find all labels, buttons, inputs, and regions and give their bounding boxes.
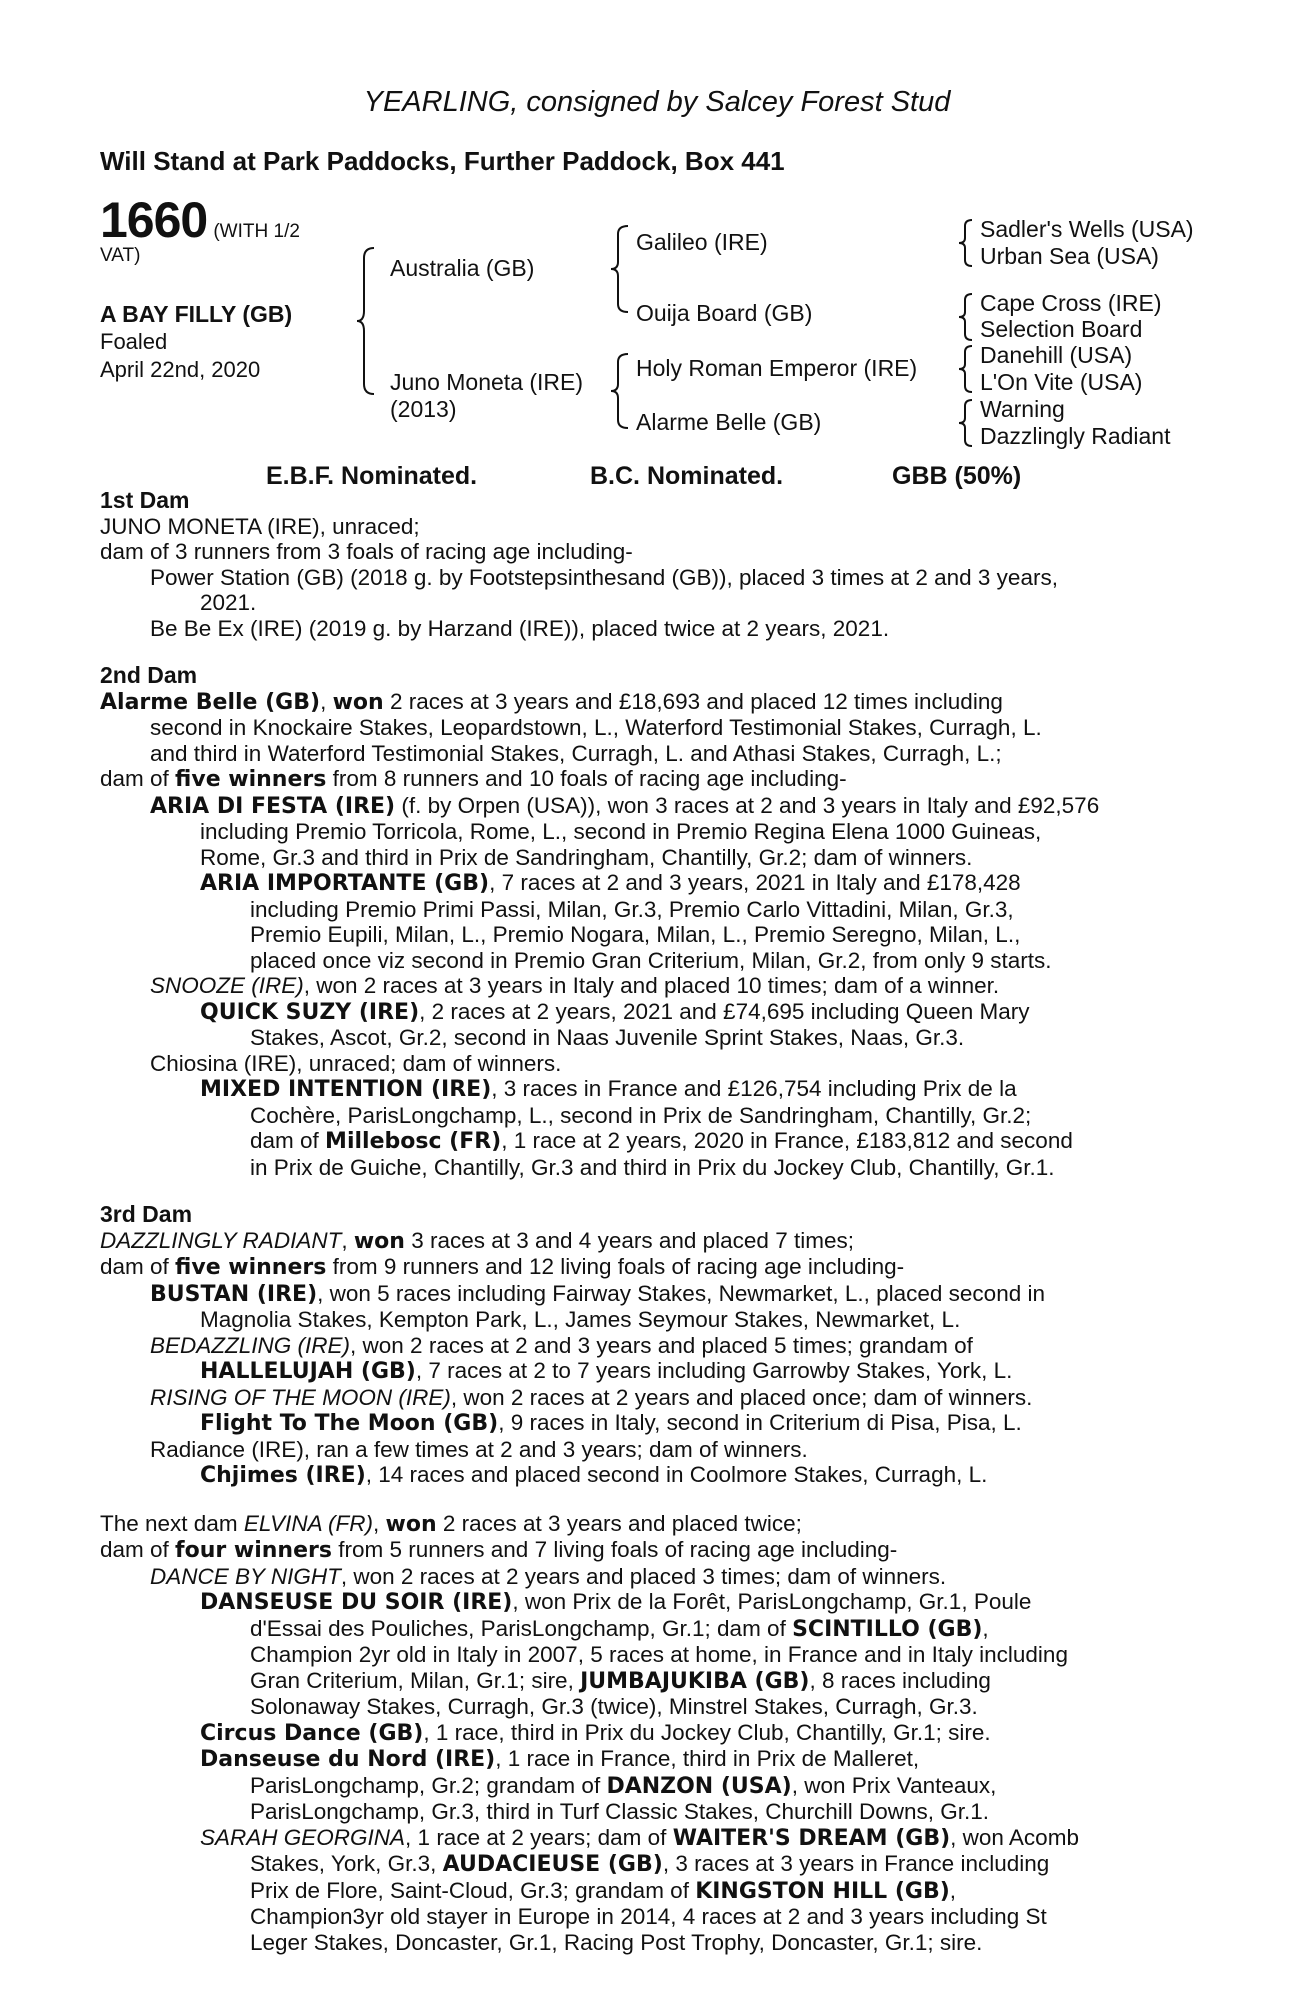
pedigree-dsd: L'On Vite (USA) bbox=[980, 369, 1143, 395]
first-dam-line: Be Be Ex (IRE) (2019 g. by Harzand (IRE)), placed twice at 2 years, 2021. bbox=[150, 615, 890, 641]
text: Stakes, York, Gr.3, bbox=[250, 1851, 443, 1876]
race-record: , won 2 races at 2 and 3 years and placed 5 times; grandam of bbox=[350, 1332, 973, 1358]
horse-name: MIXED INTENTION (IRE) bbox=[200, 1077, 492, 1102]
consignor-heading: YEARLING, consigned by Salcey Forest Stud bbox=[363, 86, 951, 118]
second-dam-title: 2nd Dam bbox=[100, 662, 198, 688]
horse-name: ARIA IMPORTANTE (GB) bbox=[200, 871, 490, 896]
catalogue-body bbox=[100, 488, 1206, 1955]
text: , bbox=[982, 1615, 989, 1641]
horse-name: SARAH GEORGINA bbox=[200, 1824, 406, 1850]
pedigree-sds: Cape Cross (IRE) bbox=[980, 290, 1162, 316]
lot-number: 1660 bbox=[100, 192, 208, 248]
pedigree-dds: Warning bbox=[980, 396, 1065, 422]
next-dam-line: ParisLongchamp, Gr.3, third in Turf Classic Stakes, Churchill Downs, Gr.1. bbox=[250, 1799, 990, 1824]
first-dam-line: Power Station (GB) (2018 g. by Footstepsinthesand (GB)), placed 3 times at 2 and 3 years, bbox=[150, 564, 1058, 590]
pedigree-sire: Australia (GB) bbox=[390, 255, 535, 281]
next-dam-line bbox=[100, 1773, 1206, 1800]
horse-name: BEDAZZLING (IRE) bbox=[150, 1332, 351, 1358]
race-record: , 7 races at 2 to 7 years including Garrowby Stakes, York, L. bbox=[415, 1358, 1013, 1383]
text: d'Essai des Pouliches, ParisLongchamp, Gr.1; dam of bbox=[250, 1615, 793, 1641]
next-dam-line bbox=[100, 1746, 1206, 1773]
second-dam-line bbox=[100, 870, 1206, 897]
horse-name: Circus Dance (GB) bbox=[200, 1720, 424, 1746]
text: dam of bbox=[250, 1128, 326, 1153]
horse-name: BUSTAN (IRE) bbox=[150, 1281, 318, 1307]
first-dam-title: 1st Dam bbox=[100, 487, 190, 513]
text: dam of bbox=[100, 1254, 176, 1279]
next-dam-line: The next dam ELVINA (FR), won 2 races at 3 years and placed twice; bbox=[100, 1510, 802, 1537]
next-dam-line: Solonaway Stakes, Curragh, Gr.3 (twice), Minstrel Stakes, Curragh, Gr.3. bbox=[250, 1694, 978, 1719]
first-dam-line: dam of 3 runners from 3 foals of racing age including- bbox=[100, 539, 633, 564]
second-dam-line bbox=[100, 1076, 1206, 1103]
third-dam-line bbox=[100, 1254, 1206, 1281]
winners-count: four winners bbox=[175, 1538, 332, 1563]
second-dam-line: placed once viz second in Premio Gran Criterium, Milan, Gr.2, from only 9 starts. bbox=[250, 947, 1052, 973]
won-emphasis: won bbox=[385, 1511, 437, 1537]
pedigree-dam-year: (2013) bbox=[390, 396, 457, 422]
race-record: , won Prix de la Forêt, ParisLongchamp, Gr.1, Poule bbox=[512, 1589, 1032, 1614]
second-dam-line bbox=[100, 793, 1206, 820]
horse-name: DAZZLINGLY RADIANT bbox=[100, 1227, 342, 1253]
won-emphasis: won bbox=[353, 1228, 405, 1254]
pedigree-bracket-2 bbox=[610, 224, 630, 314]
pedigree-bracket-3 bbox=[610, 352, 630, 430]
text: , won Acomb bbox=[950, 1824, 1079, 1850]
third-dam-title: 3rd Dam bbox=[100, 1201, 193, 1227]
pedigree-dam-dam: Alarme Belle (GB) bbox=[636, 409, 822, 435]
third-dam-line: Magnolia Stakes, Kempton Park, L., James Seymour Stakes, Newmarket, L. bbox=[200, 1307, 961, 1332]
next-dam-line bbox=[100, 1589, 1206, 1616]
race-record: , 7 races at 2 and 3 years, 2021 in Italy and £178,428 bbox=[489, 870, 1021, 895]
pedigree-bracket-1 bbox=[356, 246, 376, 396]
horse-name: WAITER'S DREAM (GB) bbox=[672, 1825, 951, 1851]
next-dam-line: Leger Stakes, Doncaster, Gr.1, Racing Post Trophy, Doncaster, Gr.1; sire. bbox=[250, 1929, 983, 1955]
text: from 5 runners and 7 living foals of racing age including- bbox=[331, 1537, 898, 1562]
pedigree-sdd: Selection Board bbox=[980, 316, 1143, 342]
pedigree-dam-sire: Holy Roman Emperor (IRE) bbox=[636, 355, 918, 381]
text: The next dam bbox=[100, 1510, 244, 1536]
race-record: , 3 races in France and £126,754 including Prix de la bbox=[491, 1076, 1017, 1101]
third-dam-line: DAZZLINGLY RADIANT, won 3 races at 3 and 4 years and placed 7 times; bbox=[100, 1227, 854, 1254]
foaled-date: April 22nd, 2020 bbox=[100, 357, 261, 382]
winners-count: five winners bbox=[175, 767, 327, 792]
pedigree-dss: Danehill (USA) bbox=[980, 342, 1133, 368]
pedigree-bracket-4 bbox=[958, 218, 974, 268]
second-dam-line: including Premio Torricola, Rome, L., second in Premio Regina Elena 1000 Guineas, bbox=[200, 819, 1042, 844]
race-record: , 9 races in Italy, second in Criterium di Pisa, Pisa, L. bbox=[498, 1410, 1022, 1435]
horse-name: HALLELUJAH (GB) bbox=[200, 1359, 416, 1384]
race-record: , 2 races at 2 years, 2021 and £74,695 including Queen Mary bbox=[419, 998, 1030, 1024]
second-dam-line: Chiosina (IRE), unraced; dam of winners. bbox=[150, 1050, 562, 1076]
stabling-location: Will Stand at Park Paddocks, Further Paddock, Box 441 bbox=[100, 146, 785, 176]
horse-name: ARIA DI FESTA (IRE) bbox=[150, 793, 396, 819]
pedigree-ssd: Urban Sea (USA) bbox=[980, 243, 1159, 269]
race-record: , 1 race in France, third in Prix de Malleret, bbox=[495, 1746, 920, 1771]
next-dam-line: Champion 2yr old in Italy in 2007, 5 races at home, in France and in Italy including bbox=[250, 1642, 1068, 1667]
second-dam-line: Stakes, Ascot, Gr.2, second in Naas Juvenile Sprint Stakes, Naas, Gr.3. bbox=[250, 1025, 965, 1050]
lot-name: A BAY FILLY (GB) bbox=[100, 301, 293, 327]
race-record: , won 5 races including Fairway Stakes, Newmarket, L., placed second in bbox=[317, 1280, 1045, 1306]
second-dam-line: Rome, Gr.3 and third in Prix de Sandringham, Chantilly, Gr.2; dam of winners. bbox=[200, 844, 973, 870]
second-dam-line bbox=[100, 1128, 1206, 1155]
first-dam-line: 2021. bbox=[200, 590, 257, 615]
next-dam-line bbox=[100, 1720, 1206, 1747]
pedigree-bracket-7 bbox=[958, 398, 974, 448]
horse-name: ELVINA (FR) bbox=[243, 1510, 374, 1536]
second-dam-line: including Premio Primi Passi, Milan, Gr.3, Premio Carlo Vittadini, Milan, Gr.3, bbox=[250, 896, 1014, 922]
race-record: , 14 races and placed second in Coolmore Stakes, Curragh, L. bbox=[365, 1462, 988, 1487]
second-dam-line: second in Knockaire Stakes, Leopardstown, L., Waterford Testimonial Stakes, Curragh, L. bbox=[150, 715, 1042, 740]
horse-name: Chjimes (IRE) bbox=[200, 1463, 366, 1488]
text: Prix de Flore, Saint-Cloud, Gr.3; grandam of bbox=[250, 1877, 696, 1903]
second-dam-line bbox=[100, 973, 1206, 999]
text: , 8 races including bbox=[809, 1667, 991, 1693]
horse-name: DANCE BY NIGHT bbox=[150, 1563, 341, 1589]
horse-name: SCINTILLO (GB) bbox=[792, 1616, 983, 1642]
vat-note-cont: VAT) bbox=[100, 245, 141, 266]
horse-name: Millebosc (FR) bbox=[325, 1129, 502, 1154]
third-dam-line bbox=[100, 1281, 1206, 1308]
second-dam-line: Cochère, ParisLongchamp, L., second in Prix de Sandringham, Chantilly, Gr.2; bbox=[250, 1102, 1032, 1128]
second-dam-line bbox=[100, 999, 1206, 1026]
third-dam-line: Radiance (IRE), ran a few times at 2 and 3 years; dam of winners. bbox=[150, 1436, 808, 1462]
second-dam-line: Premio Eupili, Milan, L., Premio Nogara, Milan, L., Premio Seregno, Milan, L., bbox=[250, 922, 1021, 947]
race-record: (f. by Orpen (USA)), won 3 races at 2 and 3 years in Italy and £92,576 bbox=[395, 792, 1100, 818]
pedigree-ddd: Dazzlingly Radiant bbox=[980, 423, 1171, 449]
pedigree-bracket-6 bbox=[958, 344, 974, 394]
text: dam of bbox=[100, 1537, 176, 1562]
race-record: , won 2 races at 2 years and placed 3 times; dam of winners. bbox=[340, 1563, 947, 1589]
text: Gran Criterium, Milan, Gr.1; sire, bbox=[250, 1667, 581, 1693]
horse-name: DANZON (USA) bbox=[606, 1773, 792, 1799]
horse-name: Danseuse du Nord (IRE) bbox=[200, 1747, 496, 1772]
ebf-nomination: E.B.F. Nominated. bbox=[266, 462, 478, 490]
horse-name: DANSEUSE DU SOIR (IRE) bbox=[200, 1590, 513, 1615]
horse-name: Alarme Belle (GB) bbox=[100, 689, 321, 715]
pedigree-dam: Juno Moneta (IRE) bbox=[390, 369, 584, 395]
text: , 1 race at 2 years; dam of bbox=[405, 1824, 673, 1850]
horse-name: AUDACIEUSE (GB) bbox=[442, 1852, 663, 1877]
horse-name: KINGSTON HILL (GB) bbox=[695, 1878, 950, 1904]
pedigree-sire-sire: Galileo (IRE) bbox=[636, 229, 768, 255]
third-dam-line bbox=[100, 1385, 1206, 1411]
text: from 9 runners and 12 living foals of racing age including- bbox=[326, 1254, 905, 1279]
race-record: , won 2 races at 3 years in Italy and placed 10 times; dam of a winner. bbox=[303, 973, 1000, 998]
text: ParisLongchamp, Gr.2; grandam of bbox=[250, 1772, 607, 1798]
text: , bbox=[949, 1877, 957, 1903]
pedigree-sss: Sadler's Wells (USA) bbox=[980, 216, 1194, 242]
third-dam-line bbox=[100, 1333, 1206, 1359]
race-record: 2 races at 3 years and placed twice; bbox=[436, 1510, 802, 1536]
first-dam-line: JUNO MONETA (IRE), unraced; bbox=[100, 513, 420, 539]
winners-count: five winners bbox=[175, 1255, 327, 1280]
pedigree-sire-dam: Ouija Board (GB) bbox=[636, 300, 813, 326]
horse-name: QUICK SUZY (IRE) bbox=[200, 999, 420, 1025]
horse-name: RISING OF THE MOON (IRE) bbox=[150, 1384, 451, 1410]
text: , 3 races at 3 years in France including bbox=[662, 1851, 1050, 1876]
next-dam-line bbox=[100, 1825, 1206, 1852]
third-dam-line bbox=[100, 1462, 1206, 1489]
third-dam-line bbox=[100, 1410, 1206, 1437]
race-record: 3 races at 3 and 4 years and placed 7 times; bbox=[404, 1227, 854, 1253]
won-emphasis: won bbox=[332, 689, 384, 715]
text: , won Prix Vanteaux, bbox=[791, 1772, 997, 1798]
foaled-label: Foaled bbox=[100, 329, 168, 354]
race-record: , 1 race, third in Prix du Jockey Club, Chantilly, Gr.1; sire. bbox=[423, 1719, 991, 1745]
second-dam-line bbox=[100, 766, 1206, 793]
horse-name: JUMBAJUKIBA (GB) bbox=[580, 1668, 810, 1694]
horse-name: SNOOZE (IRE) bbox=[150, 973, 304, 998]
bc-nomination: B.C. Nominated. bbox=[590, 462, 784, 490]
race-record: 2 races at 3 years and £18,693 and placed 12 times including bbox=[383, 688, 1003, 714]
next-dam-line bbox=[100, 1668, 1206, 1695]
second-dam-line: and third in Waterford Testimonial Stakes, Curragh, L. and Athasi Stakes, Curragh, L.; bbox=[150, 740, 1002, 766]
text: dam of bbox=[100, 766, 176, 791]
vat-note: (WITH 1/2 bbox=[213, 221, 300, 242]
next-dam-line bbox=[100, 1878, 1206, 1905]
next-dam-line bbox=[100, 1564, 1206, 1590]
text: , 1 race at 2 years, 2020 in France, £183,812 and second bbox=[501, 1128, 1073, 1153]
next-dam-line bbox=[100, 1537, 1206, 1564]
next-dam-line bbox=[100, 1616, 1206, 1643]
horse-name: Flight To The Moon (GB) bbox=[200, 1411, 499, 1436]
second-dam-line: in Prix de Guiche, Chantilly, Gr.3 and third in Prix du Jockey Club, Chantilly, Gr.1. bbox=[250, 1154, 1055, 1180]
pedigree-bracket-5 bbox=[958, 292, 974, 342]
next-dam-line bbox=[100, 1851, 1206, 1878]
race-record: , won 2 races at 2 years and placed once; dam of winners. bbox=[450, 1384, 1033, 1410]
text: from 8 runners and 10 foals of racing age including- bbox=[326, 766, 847, 791]
third-dam-line bbox=[100, 1358, 1206, 1385]
second-dam-line: Alarme Belle (GB), won 2 races at 3 years and £18,693 and placed 12 times including bbox=[100, 688, 1003, 715]
next-dam-line: Champion3yr old stayer in Europe in 2014, 4 races at 2 and 3 years including St bbox=[250, 1904, 1047, 1929]
gbb-nomination: GBB (50%) bbox=[892, 462, 1022, 490]
lot-info bbox=[100, 192, 360, 384]
